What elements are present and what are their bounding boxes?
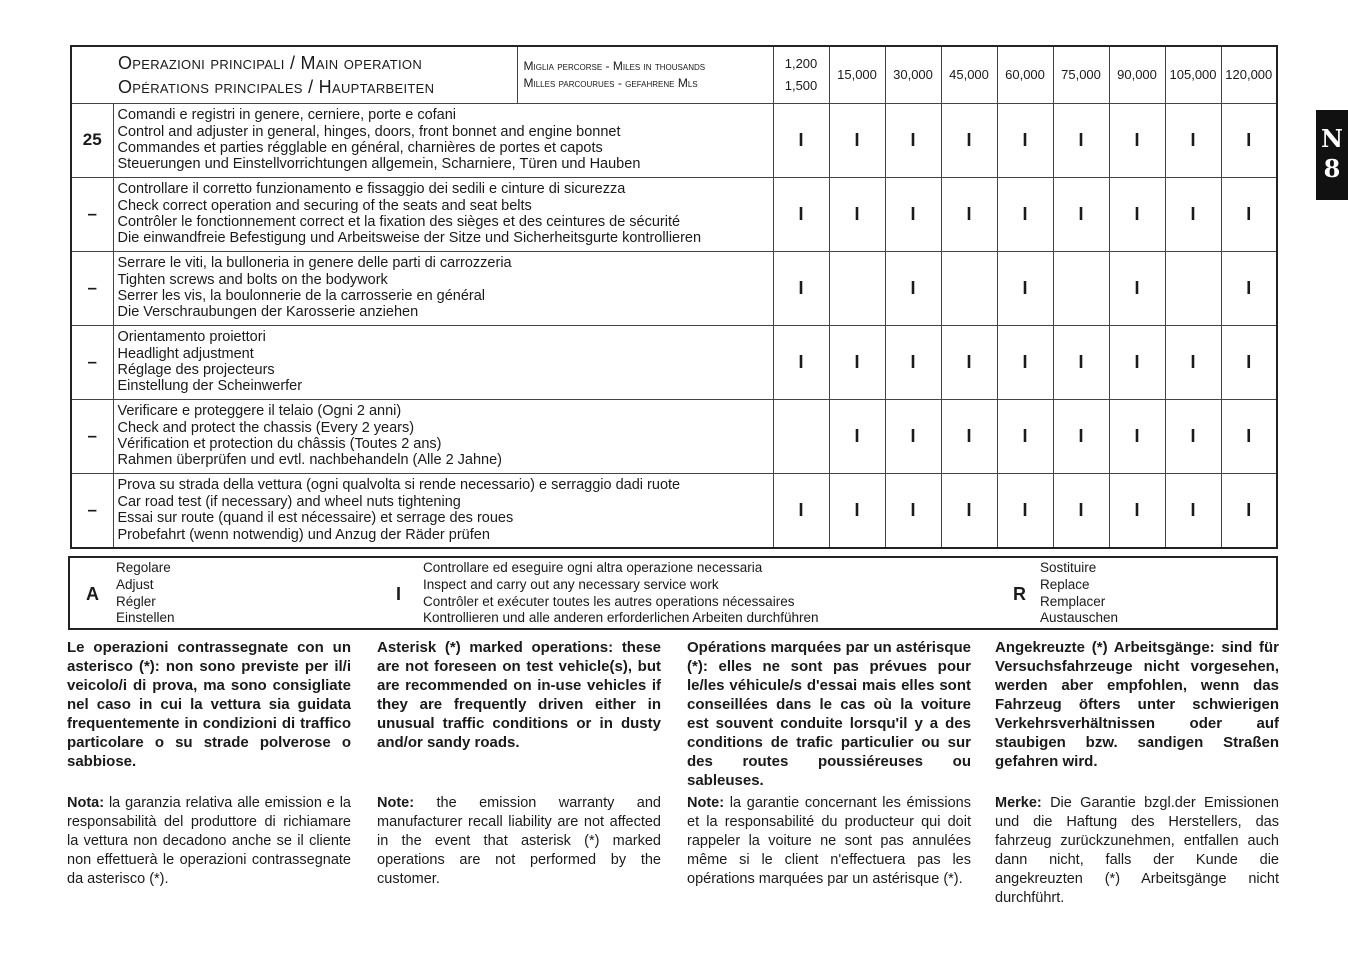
interval-header: 15,000 bbox=[829, 46, 885, 103]
schedule-mark: I bbox=[773, 103, 829, 177]
schedule-mark: I bbox=[997, 399, 1053, 473]
schedule-mark: I bbox=[1221, 251, 1277, 325]
schedule-mark: I bbox=[941, 177, 997, 251]
schedule-mark bbox=[829, 251, 885, 325]
interval-header: 75,000 bbox=[1053, 46, 1109, 103]
table-row bbox=[71, 473, 1277, 548]
interval-header: 30,000 bbox=[885, 46, 941, 103]
row-description: Serrare le viti, la bulloneria in genere delle parti di carrozzeria Tighten screws and bolts on the bodywork Serrer les vis, la boulonnerie de la carrosserie en général Die Verschraubungen der Karosserie anziehen bbox=[113, 251, 773, 325]
schedule-mark: I bbox=[941, 325, 997, 399]
schedule-mark: I bbox=[997, 103, 1053, 177]
schedule-mark: I bbox=[1221, 473, 1277, 548]
schedule-mark: I bbox=[1109, 473, 1165, 548]
schedule-mark: I bbox=[1221, 103, 1277, 177]
schedule-mark bbox=[1165, 251, 1221, 325]
schedule-mark: I bbox=[829, 177, 885, 251]
schedule-mark: I bbox=[1221, 325, 1277, 399]
schedule-mark: I bbox=[1109, 325, 1165, 399]
interval-header: 90,000 bbox=[1109, 46, 1165, 103]
section-tab: N 8 bbox=[1316, 110, 1348, 200]
row-number: – bbox=[71, 251, 113, 325]
interval-header: 105,000 bbox=[1165, 46, 1221, 103]
table-row bbox=[71, 177, 1277, 251]
schedule-mark: I bbox=[829, 325, 885, 399]
schedule-mark bbox=[941, 251, 997, 325]
asterisk-note: Angekreuzte (*) Arbeitsgänge: sind für Versuchsfahrzeuge nicht vorgesehen, werden aber empfohlen, wenn das Fahrzeug öfters unter schwierigen Verkehrsverhältnissen oder auf staubigen bzw. sandigen Straßen gefahren wird. bbox=[995, 639, 1279, 770]
schedule-mark: I bbox=[1221, 399, 1277, 473]
table-row bbox=[71, 103, 1277, 177]
first-interval-header: 1,200 1,500 bbox=[773, 46, 829, 103]
legend-adjust-letter: A bbox=[86, 584, 99, 604]
table-row bbox=[71, 251, 1277, 325]
schedule-mark: I bbox=[1165, 177, 1221, 251]
header-row bbox=[71, 46, 1277, 103]
schedule-mark: I bbox=[997, 325, 1053, 399]
asterisk-note: Le operazioni contrassegnate con un asterisco (*): non sono previste per il/i veicolo/i di prova, ma sono consigliate nel caso in cui la vettura sia guidata frequentemente in condizioni di traffico particolare o su strade polverose o sabbiose. bbox=[67, 639, 351, 770]
legend-adjust-text: Regolare Adjust Régler Einstellen bbox=[116, 560, 175, 626]
schedule-mark: I bbox=[773, 177, 829, 251]
schedule-mark: I bbox=[941, 103, 997, 177]
schedule-mark: I bbox=[1053, 177, 1109, 251]
interval-header: 120,000 bbox=[1221, 46, 1277, 103]
schedule-mark bbox=[773, 399, 829, 473]
schedule-mark: I bbox=[941, 399, 997, 473]
warranty-note: Nota: la garanzia relativa alle emission e la responsabilità del produttore di richiamare la vettura non decadono anche se il cliente non effettuerà le operazioni contrassegnate da asterisco (*). bbox=[67, 795, 351, 887]
schedule-mark: I bbox=[1109, 177, 1165, 251]
row-number: – bbox=[71, 177, 113, 251]
schedule-mark: I bbox=[885, 399, 941, 473]
row-description: Controllare il corretto funzionamento e fissaggio dei sedili e cinture di sicurezza Check correct operation and securing of the seats and seat belts Contrôler le fonctionnement correct et la fixation des sièges et des ceintures de sécurité Die einwandfreie Befestigung und Arbeitsweise der Sitze und Sicherheitsgurte kontrollieren bbox=[113, 177, 773, 251]
asterisk-note: Asterisk (*) marked operations: these are not foreseen on test vehicle(s), but are recommended on in-use vehicles if they are frequently driven either in unusual traffic conditions or in dusty and/or sandy roads. bbox=[377, 639, 661, 751]
warranty-note: Note: la garantie concernant les émissions et la responsabilité du producteur qui doit rappeler la voiture ne sont pas annulées même si le client n'effectuera pas les opérations marquées par un astérisque (*). bbox=[687, 795, 971, 887]
schedule-mark: I bbox=[1053, 325, 1109, 399]
schedule-mark: I bbox=[885, 177, 941, 251]
schedule-mark: I bbox=[1165, 103, 1221, 177]
schedule-mark: I bbox=[941, 473, 997, 548]
operations-header: Operazioni principali / Main operation Opérations principales / Hauptarbeiten bbox=[71, 46, 517, 103]
legend-inspect-letter: I bbox=[396, 584, 402, 604]
schedule-mark bbox=[1053, 251, 1109, 325]
asterisk-note: Opérations marquées par un astérisque (*): elles ne sont pas prévues pour le/les véhicule/s d'essai mais elles sont conseillées dans le cas où la voiture est souvent conduite lorsqu'il y a des conditions de trafic particulier ou sur des routes poussiéreuses ou sableuses. bbox=[687, 639, 971, 789]
schedule-mark: I bbox=[1109, 103, 1165, 177]
schedule-mark: I bbox=[885, 103, 941, 177]
warranty-note: Merke: Die Garantie bzgl.der Emissionen und die Haftung des Herstellers, das fahrzeug zurückzunehmen, entfallen auch dann nicht, falls der Kunde die angekreuzten (*) Arbeitsgänge nicht durchführt. bbox=[995, 795, 1279, 906]
schedule-mark: I bbox=[1165, 325, 1221, 399]
row-number: – bbox=[71, 325, 113, 399]
row-description: Verificare e proteggere il telaio (Ogni 2 anni) Check and protect the chassis (Every 2 years) Vérification et protection du châssis (Toutes 2 ans) Rahmen überprüfen und evtl. nachbehandeln (Alle 2 Jahne) bbox=[113, 399, 773, 473]
row-description: Prova su strada della vettura (ogni qualvolta si rende necessario) e serraggio dadi ruote Car road test (if necessary) and wheel nuts tightening Essai sur route (quand il est nécessaire) et serrage des roues Probefahrt (wenn notwendig) und Anzug der Räder prüfen bbox=[113, 473, 773, 548]
schedule-mark: I bbox=[1053, 103, 1109, 177]
row-number: – bbox=[71, 473, 113, 548]
legend-replace-text: Sostituire Replace Remplacer Austauschen bbox=[1040, 560, 1119, 626]
notes-english bbox=[377, 638, 661, 887]
schedule-mark: I bbox=[885, 325, 941, 399]
legend-inspect-text: Controllare ed eseguire ogni altra operazione necessaria Inspect and carry out any necessary service work Contrôler et exécuter toutes les autres operations nécessaires Kontrollieren und alle anderen erforderlichen Arbeiten durchführen bbox=[423, 560, 819, 626]
row-description: Comandi e registri in genere, cerniere, porte e cofani Control and adjuster in general, hinges, doors, front bonnet and engine bonnet Commandes et parties régglable en général, charnières de portes et capots Steuerungen und Einstellvorrichtungen allgemein, Scharniere, Türen und Hauben bbox=[113, 103, 773, 177]
table-row bbox=[71, 325, 1277, 399]
row-number: – bbox=[71, 399, 113, 473]
notes-italian bbox=[67, 638, 351, 887]
schedule-mark: I bbox=[1165, 473, 1221, 548]
warranty-note: Note: the emission warranty and manufacturer recall liability are not affected in the event that asterisk (*) marked operations are not performed by the customer. bbox=[377, 795, 661, 887]
schedule-mark: I bbox=[773, 473, 829, 548]
legend-box bbox=[68, 556, 1278, 630]
schedule-mark: I bbox=[997, 177, 1053, 251]
schedule-mark: I bbox=[1221, 177, 1277, 251]
schedule-mark: I bbox=[1109, 399, 1165, 473]
schedule-mark: I bbox=[773, 325, 829, 399]
schedule-mark: I bbox=[829, 473, 885, 548]
notes-french bbox=[687, 638, 971, 887]
row-description: Orientamento proiettori Headlight adjustment Réglage des projecteurs Einstellung der Scheinwerfer bbox=[113, 325, 773, 399]
schedule-mark: I bbox=[997, 251, 1053, 325]
legend-replace-letter: R bbox=[1013, 584, 1026, 604]
table-row bbox=[71, 399, 1277, 473]
notes-german bbox=[995, 638, 1279, 906]
schedule-mark: I bbox=[997, 473, 1053, 548]
schedule-mark: I bbox=[885, 473, 941, 548]
schedule-mark: I bbox=[1109, 251, 1165, 325]
interval-header: 45,000 bbox=[941, 46, 997, 103]
maintenance-schedule-table bbox=[70, 45, 1278, 549]
schedule-mark: I bbox=[1053, 399, 1109, 473]
row-number: 25 bbox=[71, 103, 113, 177]
schedule-mark: I bbox=[829, 399, 885, 473]
schedule-mark: I bbox=[1053, 473, 1109, 548]
schedule-mark: I bbox=[1165, 399, 1221, 473]
schedule-mark: I bbox=[773, 251, 829, 325]
interval-header: 60,000 bbox=[997, 46, 1053, 103]
schedule-mark: I bbox=[829, 103, 885, 177]
schedule-mark: I bbox=[885, 251, 941, 325]
miles-header: Miglia percorse - Miles in thousands Milles parcourues - gefahrene Mls bbox=[517, 46, 773, 103]
